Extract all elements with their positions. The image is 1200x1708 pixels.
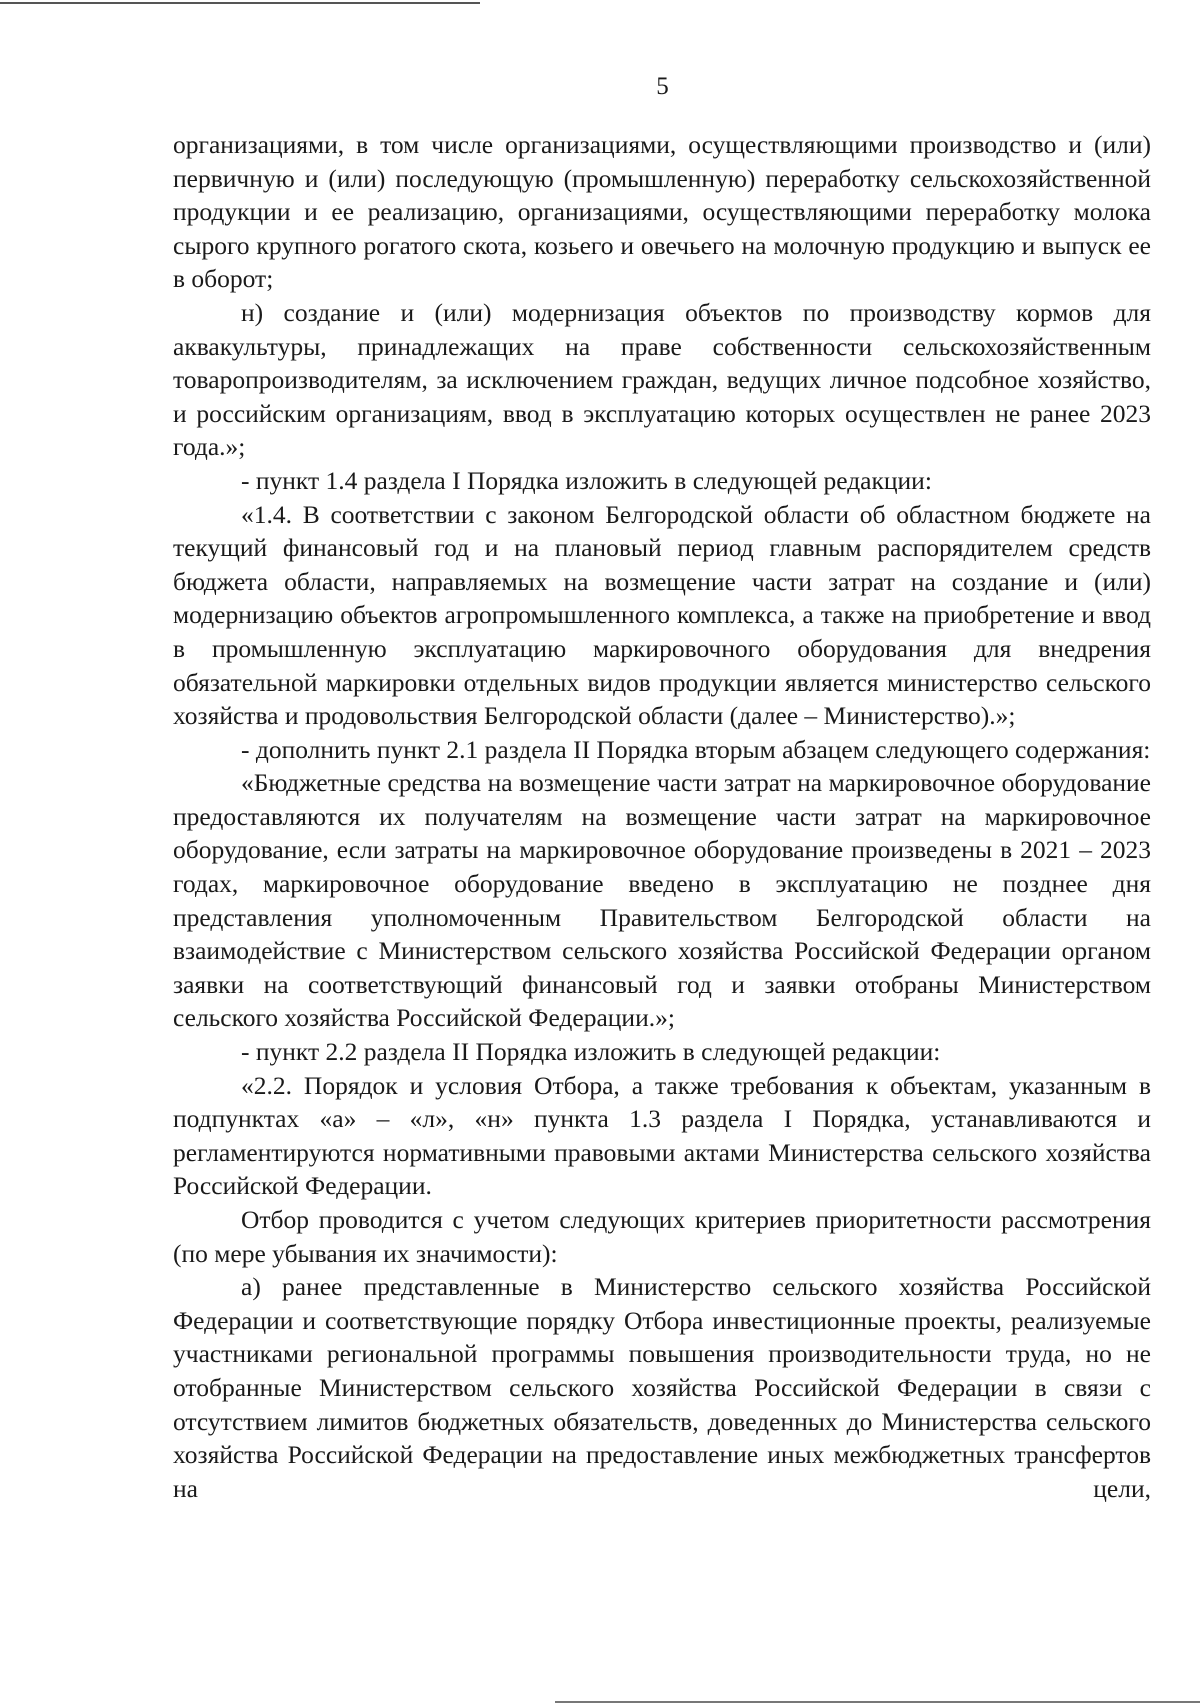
page-number: 5: [656, 73, 669, 100]
paragraph-item-n: н) создание и (или) модернизация объектов по производству кормов для аквакультуры, принадлежащих на праве собственности сельскохозяйственным товаропроизводителям, за исключением граждан, ведущих личное подсобное хозяйство, и российским организациям, ввод в эксплуатацию которых осуществлен не ранее 2023 года.»;: [173, 297, 1151, 462]
paragraph-amendment-2-1: - дополнить пункт 2.1 раздела II Порядка вторым абзацем следующего содержания:: [241, 734, 1151, 764]
paragraph-selection-criteria: Отбор проводится с учетом следующих критериев приоритетности рассмотрения (по мере убывания их значимости):: [173, 1205, 1151, 1268]
paragraph-clause-2-1-addition: «Бюджетные средства на возмещение части затрат на маркировочное оборудование предоставляются их получателям на возмещение части затрат на маркировочное оборудование, если затраты на маркировочное оборудование произведены в 2021 – 2023 годах, маркировочное оборудование введено в эксплуатацию не позднее дня представления уполномоченным Правительством Белгородской области на взаимодействие с Министерством сельского хозяйства Российской Федерации органом заявки на соответствующий финансовый год и заявки отобраны Министерством сельского хозяйства Российской Федерации.»;: [173, 768, 1151, 1033]
paragraph-amendment-2-2: - пункт 2.2 раздела II Порядка изложить в следующей редакции:: [241, 1037, 941, 1067]
scan-edge-bottom: [555, 1701, 1200, 1703]
paragraph-amendment-1-4: - пункт 1.4 раздела I Порядка изложить в следующей редакции:: [241, 465, 932, 495]
paragraph-clause-2-2: «2.2. Порядок и условия Отбора, а также требования к объектам, указанным в подпунктах «а» – «л», «н» пункта 1.3 раздела I Порядка, устанавливаются и регламентируются нормативными правовыми актами Министерства сельского хозяйства Российской Федерации.: [173, 1070, 1151, 1201]
paragraph-criterion-a: а) ранее представленные в Министерство сельского хозяйства Российской Федерации и соответствующие порядку Отбора инвестиционные проекты, реализуемые участниками региональной программы повышения производительности труда, но не отобранные Министерством сельского хозяйства Российской Федерации в связи с отсутствием лимитов бюджетных обязательств, доведенных до Министерства сельского хозяйства Российской Федерации на предоставление иных межбюджетных трансфертов на цели,: [173, 1272, 1151, 1503]
scan-edge-top: [0, 2, 480, 4]
paragraph-continuation: организациями, в том числе организациями, осуществляющими производство и (или) первичную и (или) последующую (промышленную) переработку сельскохозяйственной продукции и ее реализацию, организациями, осуществляющими переработку молока сырого крупного рогатого скота, козьего и овечьего на молочную продукцию и выпуск ее в оборот;: [173, 130, 1151, 294]
paragraph-clause-1-4: «1.4. В соответствии с законом Белгородской области об областном бюджете на текущий финансовый год и на плановый период главным распорядителем средств бюджета области, направляемых на возмещение части затрат на создание и (или) модернизацию объектов агропромышленного комплекса, а также на приобретение и ввод в промышленную эксплуатацию маркировочного оборудования для внедрения обязательной маркировки отдельных видов продукции является министерство сельского хозяйства и продовольствия Белгородской области (далее – Министерство).»;: [173, 499, 1151, 731]
document-body: [173, 128, 1151, 1505]
